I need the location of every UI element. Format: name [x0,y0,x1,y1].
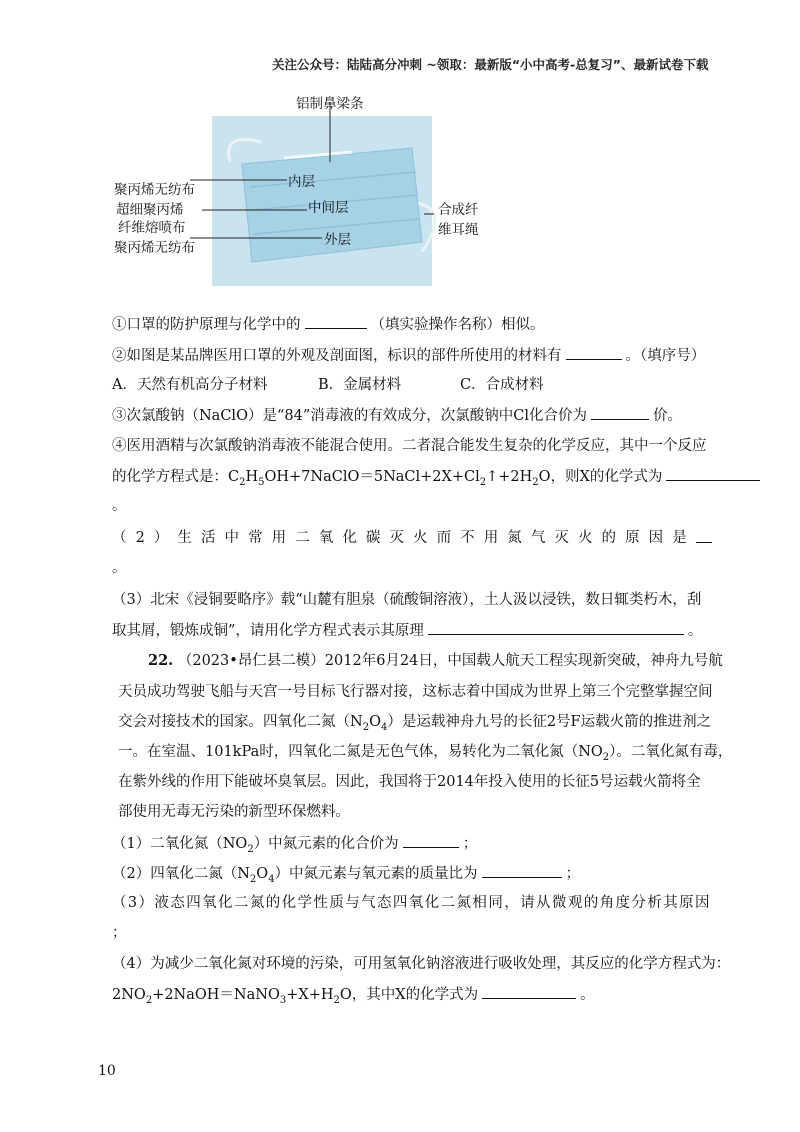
q1-item1 [112,314,545,335]
q2-char: 用 [271,530,287,546]
q22-text: （3）液态四氧化二氮的化学性质与气态四氧化二氮相同，请从微观的角度分析其原因 [112,895,711,911]
q22-text: 交会对接技术的国家。四氧化二氮（N [118,714,363,730]
question-number: 22. [148,652,174,669]
q2-char: 气 [530,530,546,546]
q2-char: 原 [625,530,640,546]
q22-text: O [256,866,269,882]
q2-char: 生 [177,530,192,546]
q22-line6: 部使用无毒无污染的新型环保燃料。 [118,804,350,820]
answer-blank[interactable] [403,833,459,848]
eq-text: OH+7NaClO＝5NaCl+2X+Cl [264,469,480,485]
q22-sub3-end: ； [112,925,127,941]
q3-line1: （3）北宋《浸铜要略序》载“山麓有胆泉（硫酸铜溶液），土人汲以浸铁，数日辄类朽木，刮 [112,592,702,608]
q22-sub4: （4）为减少二氧化氮对环境的污染，可用氢氧化钠溶液进行吸收处理，其反应的化学方程式为： [112,956,731,972]
eq-text: +2NaOH＝NaNO [152,987,280,1003]
q2-char: 活 [200,530,216,546]
q2-char: 因 [648,530,664,546]
mask-figure [112,92,502,292]
q22-sub3 [112,893,711,913]
q3-line2 [112,620,702,641]
label-inner-material: 聚丙烯无纺布 [114,182,195,198]
eq-sub: 2 [239,476,246,488]
eq-sub: 2 [145,994,153,1006]
q1-item4-equation [112,466,764,493]
q2-char: 用 [483,530,499,546]
option-a: A．天然有机高分子材料 [112,377,268,393]
q22-line5: 在紫外线的作用下能破坏臭氧层。因此，我国将于2014年投入使用的长征5号运载火箭将全 [118,774,701,790]
q22-text: （2）四氧化二氮（N [112,866,250,882]
q22-source: （2023•昂仁县二模）2012年6月24日，中国载人航天工程实现新突破，神舟九号航 [177,653,723,669]
q2-char: 灭 [554,530,569,546]
label-middle-material-2: 纤维熔喷布 [118,220,186,236]
answer-blank[interactable] [428,620,684,635]
q2-char: 二 [295,530,310,546]
eq-text: 2NO [112,987,146,1003]
eq-sub: 2 [532,476,539,488]
q3-line2-text: 取其屑，锻炼成铜”，请用化学方程式表示其原理 [112,623,424,639]
q1-item3-tail: 价。 [652,408,682,424]
q2-char: 氧 [318,530,334,546]
q2-char: ） [153,530,169,546]
q22-text: ）是运载神舟九号的长征2号F运载火箭的推进剂之 [387,714,712,730]
eq-sub: 2 [333,994,340,1006]
q22-text: ）中氮元素与氧元素的质量比为 [274,866,478,882]
eq-text: 。 [580,987,595,1003]
q2-line [112,528,712,548]
q1-item2 [112,345,705,366]
q1-item3 [112,405,682,426]
label-outer-layer: 外层 [324,232,351,248]
q2-char: 而 [436,530,452,546]
label-middle-layer: 中间层 [308,200,349,216]
q2-char: 的 [601,530,617,546]
label-middle-material-1: 超细聚丙烯 [116,202,184,218]
answer-blank[interactable] [305,314,367,329]
page-number: 10 [98,1063,116,1079]
q1-options [112,375,544,395]
q22-text: ； [565,866,581,882]
eq-text: 的化学方程式是：C [112,469,240,485]
answer-blank[interactable] [666,466,760,481]
label-inner-layer: 内层 [288,174,315,190]
q1-item1-text: ①口罩的防护原理与化学中的 [112,317,301,333]
q22-line4 [118,742,732,768]
eq-text: O，其中X的化学式为 [339,987,479,1003]
eq-text: ↑+2H [486,469,533,485]
answer-blank[interactable] [566,345,622,360]
answer-blank[interactable] [482,984,576,999]
q22-sub: 2 [362,721,370,733]
eq-sub: 5 [258,476,265,488]
q2-char: 是 [672,530,687,546]
q1-item4-end: 。 [112,498,127,514]
eq-sub: 2 [479,476,487,488]
q22-text: 一。在室温、101kPa时，四氧化二氮是无色气体，易转化为二氧化氮（NO [118,744,603,760]
q22-sub: 2 [249,873,257,885]
q22-line1 [148,651,723,671]
q22-sub2 [112,863,580,890]
q22-text: ）。二氧化氮有毒， [609,744,733,760]
q22-sub4-equation [112,984,595,1011]
q22-line2: 天员成功驾驶飞船与天宫一号目标飞行器对接，这标志着中国成为世界上第三个完整掌握空间 [118,684,713,700]
answer-blank[interactable] [696,528,712,543]
page-header: 关注公众号：陆陆高分冲刺 ~领取：最新版“小中高考-总复习”、最新试卷下载 [272,57,709,72]
q2-char: 碳 [365,530,381,546]
q22-sub: 4 [380,721,388,733]
q2-end: 。 [112,560,127,576]
q22-sub: 4 [268,873,275,885]
answer-blank[interactable] [482,863,562,878]
q1-item1-tail: （填实验操作名称）相似。 [370,317,545,333]
q22-text: ； [462,836,478,852]
q22-sub: 2 [247,843,254,855]
eq-text: O，则X的化学式为 [538,469,663,485]
label-nose-strip: 铝制鼻梁条 [296,96,364,112]
label-ear-loop-1: 合成纤 [438,202,479,218]
q2-char: 火 [413,530,428,546]
answer-blank[interactable] [591,405,649,420]
q1-item4: ④医用酒精与次氯酸钠消毒液不能混合使用。二者混合能发生复杂的化学反应，其中一个反应 [112,438,707,454]
q3-line2-end: 。 [687,623,703,639]
q22-sub: 2 [602,751,610,763]
eq-text: H [245,469,259,485]
q2-char: 不 [460,530,475,546]
q22-text: ）中氮元素的化合价为 [253,836,399,852]
q22-text: O [369,714,381,730]
q2-char: 灭 [389,530,404,546]
q22-sub1 [112,833,477,860]
label-outer-material: 聚丙烯无纺布 [114,240,195,256]
q2-char: （ [112,530,127,546]
q2-char: 化 [342,530,357,546]
q1-item3-text: ③次氯酸钠（NaClO）是“84”消毒液的有效成分，次氯酸钠中Cl化合价为 [112,408,587,424]
q2-char: 氮 [507,530,522,546]
q1-item2-text: ②如图是某品牌医用口罩的外观及剖面图，标识的部件所使用的材料有 [112,348,562,364]
eq-sub: 3 [279,994,287,1006]
eq-text: +X+H [286,987,334,1003]
q2-char: 火 [577,530,593,546]
q1-item2-tail: 。（填序号） [625,348,706,364]
label-ear-loop-2: 维耳绳 [438,222,479,238]
option-b: B．金属材料 [318,377,402,393]
q2-char: 2 [135,530,145,546]
q2-char: 中 [224,530,240,546]
q22-text: （1）二氧化氮（NO [112,836,248,852]
q22-line3 [118,712,711,738]
option-c: C．合成材料 [460,377,544,393]
q2-char: 常 [248,530,263,546]
